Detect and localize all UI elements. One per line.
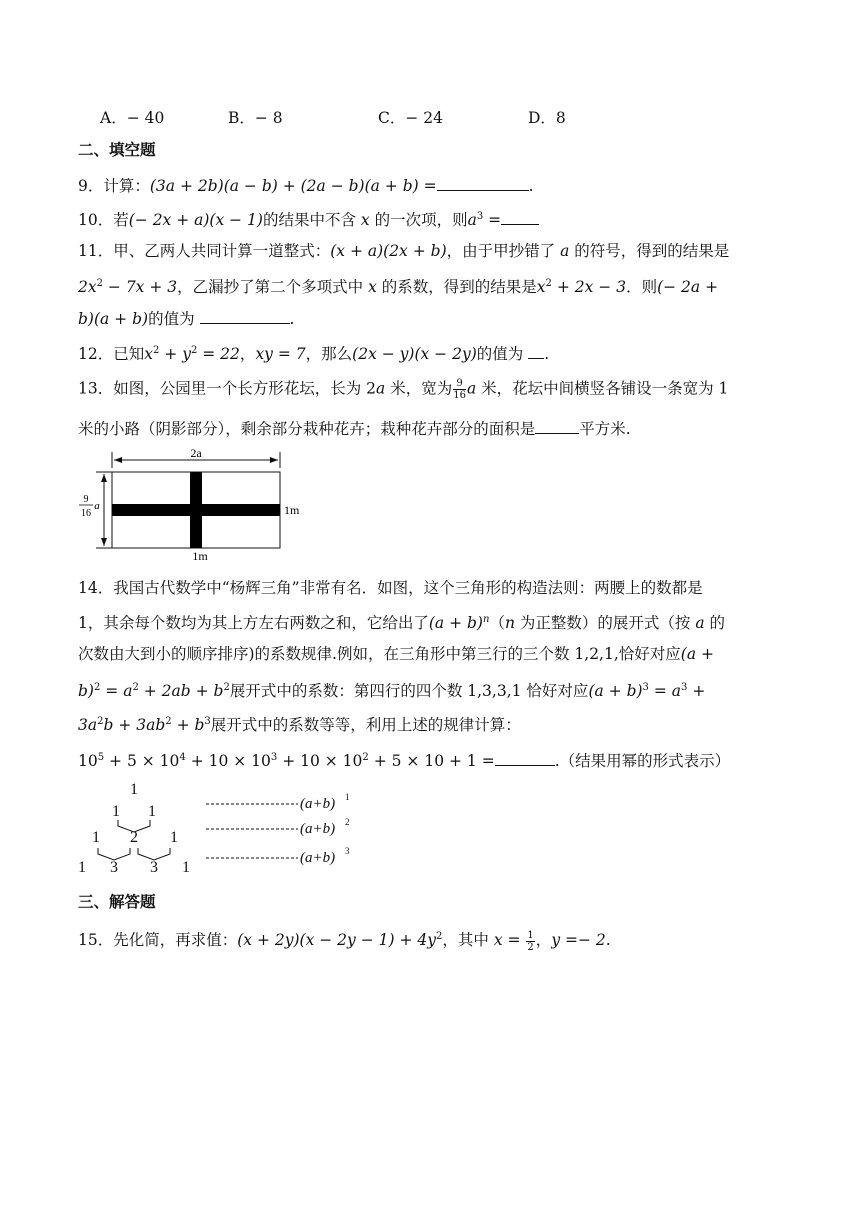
question-14-line-4: $b)^2 = a^2 + 2ab + b^2$展开式中的系数：第四行的四个数 1,3,3,1 恰好对应$(a + b)^3 = a^3$ + <box>78 682 706 701</box>
question-14-line-2: 1，其余每个数均为其上方左右两数之和，它给出了$(a + b)^n(n$ 为正整数）的展开式（按 a 的 <box>78 614 725 633</box>
section-heading-fill-blank: 二、填空题 <box>78 141 156 159</box>
top-length-label: 2a <box>190 446 202 460</box>
question-14-line-5: $3a^2b + 3ab^2 + b^3$展开式中的系数等等，利用上述的规律计算： <box>78 716 521 735</box>
question-15: 15．先化简，再求值：$(x + 2y)(x - 2y - 1) + 4y^2$，其中 x = $\frac{1}{2}$ ，y =− 2. <box>78 929 611 953</box>
question-14-line-3: 次数由大到小的顺序排序)的系数规律.例如，在三角形中第三行的三个数 1,2,1,恰好对应(a + <box>78 645 714 663</box>
left-fraction-denominator: 16 <box>81 508 91 519</box>
question-11-line-3: b)(a + b)的值为 . <box>78 307 294 329</box>
triangle-row-4-num-4: 1 <box>182 859 190 876</box>
question-14-line-1: 14．我国古代数学中“杨辉三角”非常有名．如图，这个三角形的构造法则：两腰上的数都是 <box>78 579 703 597</box>
fraction-9-16: $\frac{9}{16}$ <box>453 378 466 401</box>
section-heading-solve: 三、解答题 <box>78 893 156 911</box>
triangle-row-4-num-1: 1 <box>78 859 86 876</box>
question-13-line-1: 13．如图，公园里一个长方形花坛，长为 2a 米，宽为 $\frac{9}{16}$ a 米，花坛中间横竖各铺设一条宽为 1 <box>78 378 729 401</box>
question-14-line-6: $10^5 + 5 \times 10^4 + 10 \times 10^3 + 10 \times 10^2 + 5 \times 10 + 1$ = .（结果用幂的形式表示） <box>78 748 730 771</box>
question-11-line-2: $2x^2 - 7x + 3$，乙漏抄了第二个多项式中 x 的系数，得到的结果是$x^2 + 2x - 3$．则(− 2a + <box>78 278 719 297</box>
vertical-path <box>190 472 202 548</box>
right-path-width-label: 1m <box>284 503 300 517</box>
yang-hui-triangle-figure <box>74 776 374 880</box>
fraction-1-2: $\frac{1}{2}$ <box>527 929 534 953</box>
triangle-label-1-exponent: 1 <box>345 792 350 802</box>
flower-bed-figure <box>76 446 316 566</box>
triangle-row-4-num-2: 3 <box>110 859 118 876</box>
triangle-label-3: (a+b) <box>300 850 336 866</box>
triangle-row-2-num-1: 1 <box>112 803 120 820</box>
triangle-row-3-num-1: 1 <box>92 829 100 846</box>
answer-blank-11 <box>200 307 290 324</box>
option-c: C．− 24 <box>378 109 443 127</box>
triangle-label-1: (a+b) <box>300 796 336 812</box>
question-13-line-2: 米的小路（阴影部分），剩余部分栽种花卉；栽种花卉部分的面积是 平方米. <box>78 417 631 439</box>
answer-blank-9 <box>437 174 529 191</box>
answer-blank-10 <box>501 208 539 225</box>
left-fraction-numerator: 9 <box>83 494 89 505</box>
bottom-path-width-label: 1m <box>192 549 208 563</box>
answer-blank-14 <box>495 749 555 766</box>
option-b: B．− 8 <box>228 109 283 127</box>
triangle-row-2-num-2: 1 <box>148 803 156 820</box>
left-width-variable: a <box>94 500 100 512</box>
question-12: 12．已知$x^2 + y^2 = 22$，xy = 7，那么(2x − y)(x − 2y)的值为 . <box>78 341 549 364</box>
question-11-line-1: 11．甲、乙两人共同计算一道整式：(x + a)(2x + b)，由于甲抄错了 a 的符号，得到的结果是 <box>78 242 730 260</box>
answer-blank-12 <box>528 342 544 359</box>
triangle-row-3-num-3: 1 <box>170 829 178 846</box>
option-a: A．− 40 <box>100 109 165 127</box>
question-9: 9．计算：(3a + 2b)(a − b) + (2a − b)(a + b) = . <box>78 174 534 196</box>
triangle-row-3-num-2: 2 <box>130 829 138 846</box>
triangle-label-3-exponent: 3 <box>345 846 350 856</box>
option-d: D．8 <box>528 109 566 127</box>
triangle-row-4-num-3: 3 <box>150 859 158 876</box>
triangle-label-2: (a+b) <box>300 821 336 837</box>
question-10: 10．若(− 2x + a)(x − 1)的结果中不含 x 的一次项，则$a^3$ = <box>78 207 539 230</box>
answer-blank-13 <box>535 417 579 434</box>
triangle-label-2-exponent: 2 <box>345 817 350 827</box>
triangle-row-1-num-1: 1 <box>130 781 138 798</box>
